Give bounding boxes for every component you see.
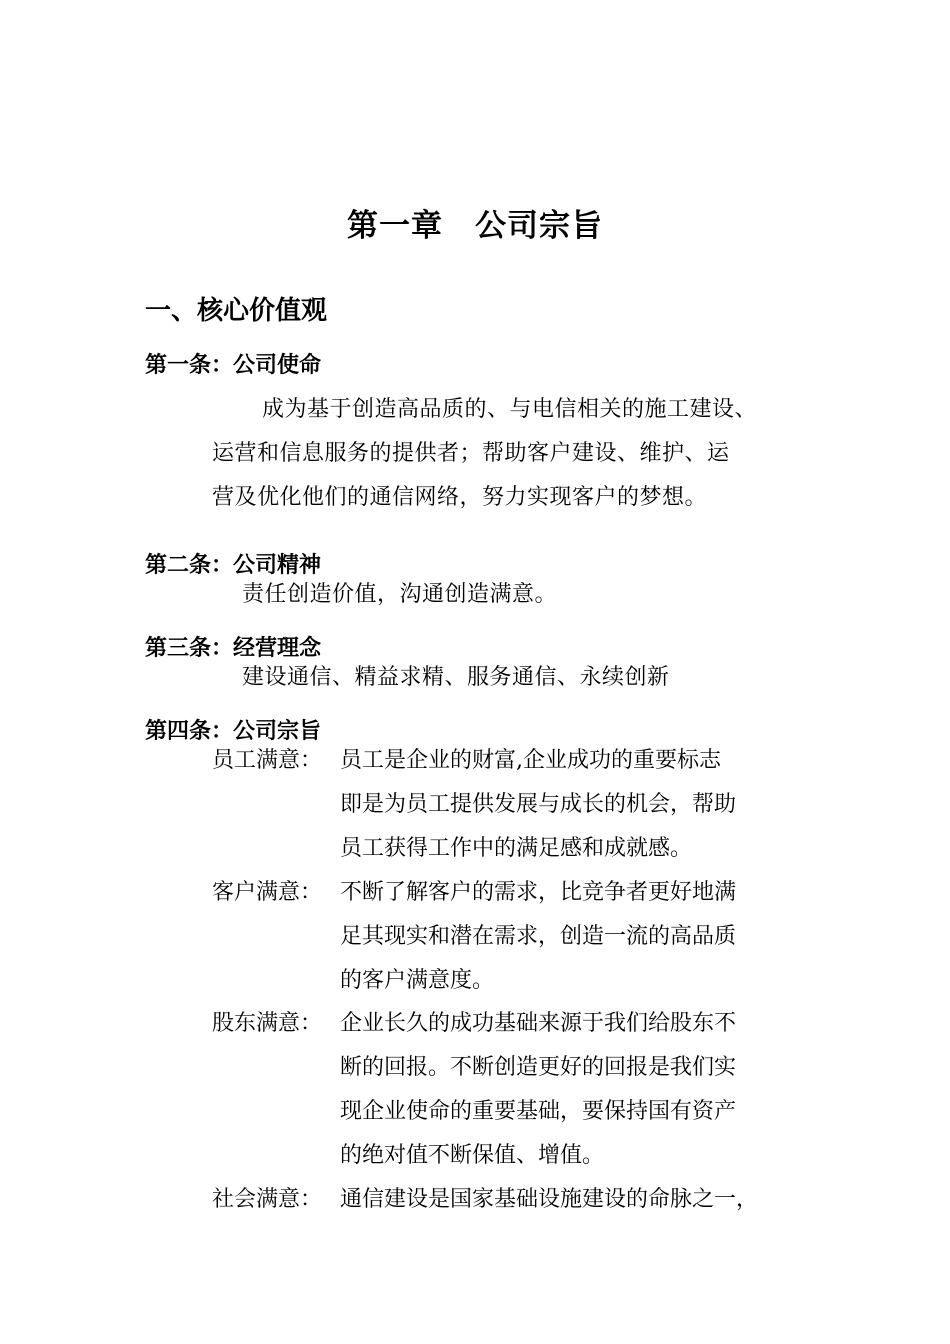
shareholder-line-2: 断的回报。不断创造更好的回报是我们实 (340, 1055, 737, 1080)
customer-line-3: 的客户满意度。 (340, 968, 495, 993)
shareholder-line-4: 的绝对值不断保值、增值。 (340, 1143, 605, 1168)
shareholder-line-1: 企业长久的成功基础来源于我们给股东不 (340, 1011, 737, 1036)
article-heading-spirit: 第二条：公司精神 (145, 553, 322, 578)
employee-line-1: 员工是企业的财富,企业成功的重要标志 (340, 748, 721, 773)
customer-line-2: 足其现实和潜在需求，创造一流的高品质 (340, 924, 737, 949)
article-heading-purpose: 第四条：公司宗旨 (145, 719, 322, 744)
mission-line-3: 营及优化他们的通信网络，努力实现客户的梦想。 (212, 485, 708, 510)
chapter-title: 第一章 公司宗旨 (347, 208, 603, 244)
employee-line-2: 即是为员工提供发展与成长的机会，帮助 (340, 792, 737, 817)
society-line-1: 通信建设是国家基础设施建设的命脉之一， (340, 1187, 759, 1212)
section-title: 一、核心价值观 (145, 296, 328, 326)
mission-line-1: 成为基于创造高品质的、与电信相关的施工建设、 (262, 397, 758, 422)
shareholder-line-3: 现企业使命的重要基础，要保持国有资产 (340, 1099, 737, 1124)
purpose-label-society: 社会满意： (212, 1187, 323, 1212)
purpose-label-employee: 员工满意： (212, 748, 323, 773)
customer-line-1: 不断了解客户的需求，比竞争者更好地满 (340, 880, 737, 905)
spirit-text: 责任创造价值，沟通创造满意。 (242, 582, 558, 607)
purpose-label-shareholder: 股东满意： (212, 1011, 323, 1036)
article-heading-mission: 第一条：公司使命 (145, 353, 322, 378)
purpose-label-customer: 客户满意： (212, 880, 323, 905)
employee-line-3: 员工获得工作中的满足感和成就感。 (340, 836, 693, 861)
philosophy-text: 建设通信、精益求精、服务通信、永续创新 (242, 665, 670, 690)
article-heading-philosophy: 第三条：经营理念 (145, 636, 322, 661)
mission-line-2: 运营和信息服务的提供者；帮助客户建设、维护、运 (212, 441, 730, 466)
